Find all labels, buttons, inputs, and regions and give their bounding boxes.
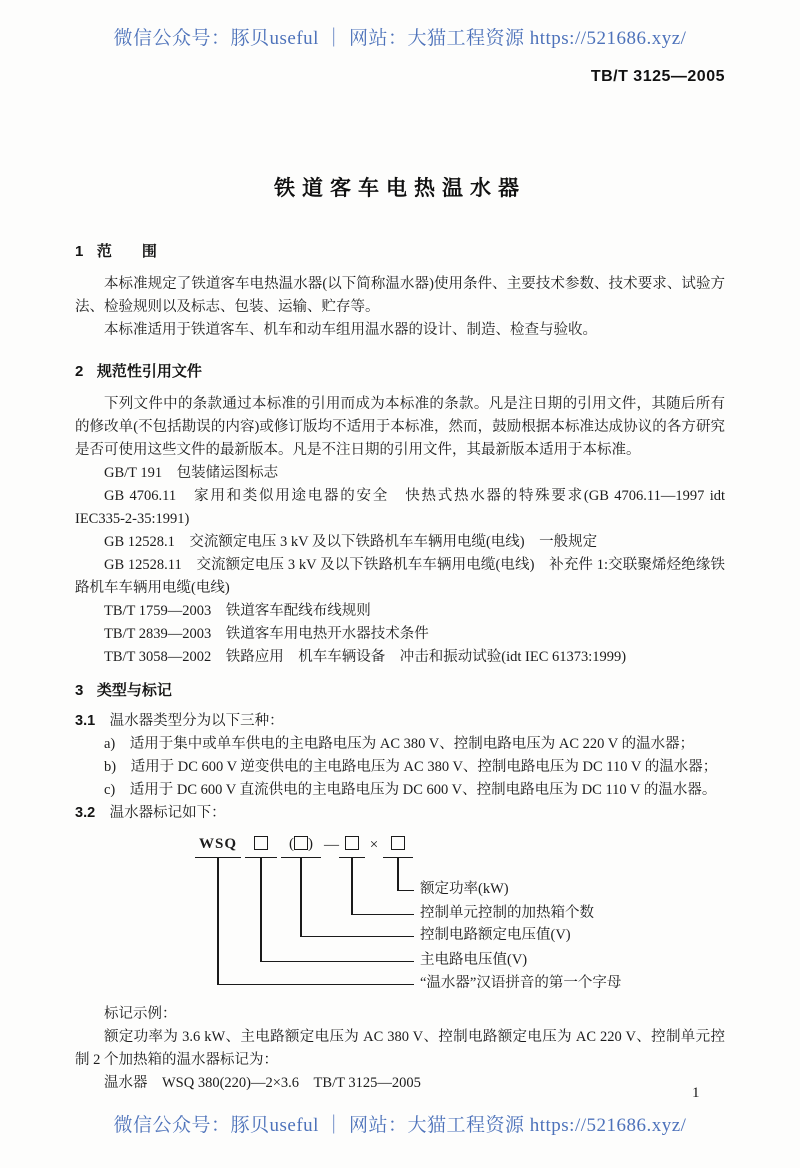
close-paren: ) — [308, 836, 313, 852]
diagram-label-control-voltage: 控制电路额定电压值(V) — [420, 927, 571, 943]
list-marker: b) — [104, 759, 117, 775]
placeholder-box — [345, 836, 359, 850]
diagram-label-rated-power: 额定功率(kW) — [420, 881, 509, 897]
designation-diagram — [75, 835, 725, 995]
reference-item: GB/T 191 包装储运图标志 — [104, 465, 279, 481]
placeholder-main-voltage — [245, 835, 277, 858]
placeholder-control-voltage — [281, 835, 321, 858]
section-1-paragraph: 本标准规定了铁道客车电热温水器(以下简称温水器)使用条件、主要技术参数、技术要求、试验方法、检验规则以及标志、包装、运输、贮存等。 — [75, 276, 725, 315]
placeholder-box — [294, 836, 308, 850]
marking-example — [75, 1003, 725, 1095]
list-item-text: 适用于 DC 600 V 逆变供电的主电路电压为 AC 380 V、控制电路电压为 DC 110 V 的温水器； — [130, 759, 718, 775]
reference-item: TB/T 3058—2002 铁路应用 机车车辆设备 冲击和振动试验(idt IEC 61373:1999) — [104, 649, 627, 665]
diagram-label-pinyin-initial: “温水器”汉语拼音的第一个字母 — [420, 975, 622, 991]
times-symbol: × — [369, 837, 379, 853]
connector-line — [217, 858, 219, 985]
reference-item: TB/T 2839—2003 铁道客车用电热开水器技术条件 — [104, 626, 429, 642]
clause-3-1 — [75, 710, 725, 733]
page-number: 1 — [692, 1085, 700, 1101]
placeholder-box — [254, 836, 268, 850]
header-watermark: 微信公众号：豚贝useful ｜ 网站：大猫工程资源 https://521686.xyz/ — [113, 28, 687, 49]
section-1-paragraph: 本标准适用于铁道客车、机车和动车组用温水器的设计、制造、检查与验收。 — [104, 322, 597, 338]
connector-line — [217, 984, 414, 986]
list-marker: a) — [104, 736, 116, 752]
placeholder-rated-power — [383, 835, 413, 858]
clause-3-2-number: 3.2 — [75, 805, 96, 821]
reference-item: TB/T 1759—2003 铁道客车配线布线规则 — [104, 603, 371, 619]
dash-symbol: — — [324, 837, 339, 853]
connector-line — [397, 890, 414, 892]
section-3-title: 类型与标记 — [96, 682, 172, 699]
list-item-a — [75, 733, 725, 756]
connector-line — [300, 936, 414, 938]
section-1-title: 范 围 — [96, 243, 157, 260]
list-item-text: 适用于集中或单车供电的主电路电压为 AC 380 V、控制电路电压为 AC 220 V 的温水器； — [129, 736, 695, 752]
example-body: 额定功率为 3.6 kW、主电路额定电压为 AC 380 V、控制电路额定电压为 AC 220 V、控制单元控制 2 个加热箱的温水器标记为： — [75, 1029, 725, 1068]
example-heading: 标记示例： — [104, 1006, 177, 1022]
connector-line — [260, 961, 414, 963]
section-2-number: 2 — [75, 363, 84, 380]
section-1-number: 1 — [75, 243, 84, 260]
list-marker: c) — [104, 782, 116, 798]
open-paren: ( — [289, 836, 294, 852]
list-item-b — [75, 756, 725, 779]
clause-3-1-text: 温水器类型分为以下三种： — [109, 713, 284, 729]
list-item-text: 适用于 DC 600 V 直流供电的主电路电压为 DC 600 V、控制电路电压为 DC 110 V 的温水器。 — [129, 782, 717, 798]
section-3-number: 3 — [75, 682, 84, 699]
section-2-heading — [75, 360, 725, 381]
connector-line — [300, 858, 302, 937]
placeholder-box-count — [339, 835, 365, 858]
reference-item: GB 12528.1 交流额定电压 3 kV 及以下铁路机车车辆用电缆(电线) 一般规定 — [104, 534, 598, 550]
standard-code: TB/T 3125—2005 — [590, 68, 725, 85]
connector-line — [260, 858, 262, 962]
designation-prefix: WSQ — [195, 835, 241, 858]
section-1-heading — [75, 240, 725, 261]
section-2-intro: 下列文件中的条款通过本标准的引用而成为本标准的条款。凡是注日期的引用文件，其随后所有的修改单(不包括勘误的内容)或修订版均不适用于本标准，然而，鼓励根据本标准达成协议的各方研究是否可使用这些文件的最新版本。凡是不注日期的引用文件，其最新版本适用于本标准。 — [75, 396, 725, 458]
connector-line — [351, 914, 414, 916]
clause-3-2 — [75, 802, 725, 825]
document-body — [75, 240, 725, 1095]
document-title: 铁道客车电热温水器 — [274, 177, 526, 200]
clause-3-2-text: 温水器标记如下： — [109, 805, 226, 821]
diagram-label-main-voltage: 主电路电压值(V) — [420, 952, 528, 968]
clause-3-1-number: 3.1 — [75, 713, 96, 729]
reference-item: GB 4706.11 家用和类似用途电器的安全 快热式热水器的特殊要求(GB 4706.11—1997 idt IEC335-2-35:1991) — [75, 488, 725, 527]
section-2-title: 规范性引用文件 — [96, 363, 202, 380]
connector-line — [397, 858, 399, 891]
reference-item: GB 12528.11 交流额定电压 3 kV 及以下铁路机车车辆用电缆(电线) 补充件 1:交联聚烯烃绝缘铁路机车车辆用电缆(电线) — [75, 557, 725, 596]
section-3-heading — [75, 679, 725, 700]
list-item-c — [75, 779, 725, 802]
connector-line — [351, 858, 353, 915]
example-designation: 温水器 WSQ 380(220)—2×3.6 TB/T 3125—2005 — [104, 1075, 421, 1091]
footer-watermark: 微信公众号：豚贝useful ｜ 网站：大猫工程资源 https://521686.xyz/ — [113, 1115, 687, 1136]
diagram-label-box-count: 控制单元控制的加热箱个数 — [420, 905, 594, 921]
placeholder-box — [391, 836, 405, 850]
